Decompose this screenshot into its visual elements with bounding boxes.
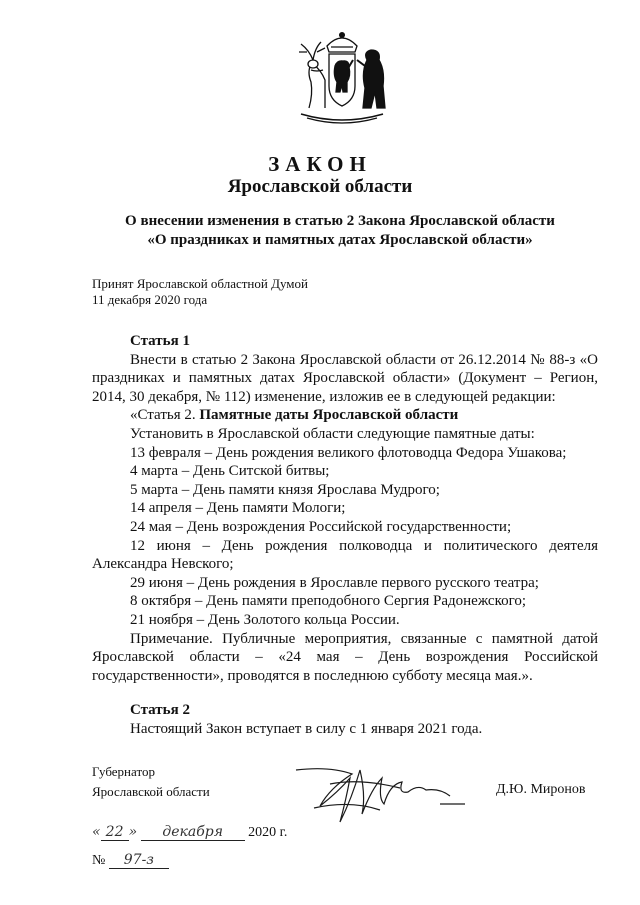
date-item: 21 ноября – День Золотого кольца России.: [130, 611, 400, 628]
law-body: [92, 332, 598, 738]
number-prefix: №: [92, 853, 106, 868]
date-item: 24 мая – День возрождения Российской государственности;: [130, 518, 512, 535]
date-item: 14 апреля – День памяти Мологи;: [130, 500, 346, 517]
position-line-1: Губернатор: [92, 764, 155, 779]
adoption-note: [92, 276, 308, 308]
article-2-heading: Статья 2: [130, 702, 190, 719]
signatory-position: [92, 762, 210, 802]
law-subject-heading: [60, 212, 620, 250]
signing-date: [92, 824, 287, 841]
date-item: 12 июня – День рождения полководца и политического деятеля Александра Невского;: [92, 537, 598, 573]
date-day: 22: [101, 824, 129, 841]
region-title: Ярославской области: [227, 176, 413, 197]
establish-text: Установить в Ярославской области следующие памятные даты:: [130, 425, 535, 442]
quote-prefix: «Статья 2.: [130, 407, 200, 424]
coat-of-arms-emblem: [291, 30, 393, 130]
law-number: [92, 852, 169, 869]
number-value: 97-з: [109, 852, 169, 869]
date-close-quote: »: [128, 824, 138, 840]
date-item: 13 февраля – День рождения великого флотоводца Федора Ушакова;: [130, 444, 567, 461]
date-item: 5 марта – День памяти князя Ярослава Мудрого;: [130, 481, 440, 498]
date-item: 29 июня – День рождения в Ярославле первого русского театра;: [130, 574, 539, 591]
date-year: 2020 г.: [248, 825, 288, 840]
governor-name: Д.Ю. Миронов: [496, 782, 586, 797]
article-1-intro: Внести в статью 2 Закона Ярославской области от 26.12.2014 № 88-з «О праздниках и памятных датах Ярославской области» (Документ – Регион, 2014, 30 декабря, № 112) изменение, изложив ее в следующей редакции:: [92, 351, 598, 405]
date-item: 8 октября – День памяти преподобного Сергия Радонежского;: [130, 593, 527, 610]
note-paragraph: Примечание. Публичные мероприятия, связанные с памятной датой Ярославской области – «24 мая – День возрождения Российской государственности», проводятся в последнюю субботу месяца мая.».: [92, 630, 598, 684]
date-open-quote: «: [92, 824, 101, 840]
adoption-date: 11 декабря 2020 года: [92, 292, 208, 307]
document-type-title: ЗАКОН: [268, 152, 372, 176]
article-2-quote-heading: [92, 406, 598, 425]
article-1-heading: Статья 1: [130, 333, 190, 349]
date-month: декабря: [141, 824, 245, 841]
law-subject-line-2: «О праздниках и памятных датах Ярославской области»: [147, 232, 533, 248]
date-item: 4 марта – День Ситской битвы;: [130, 463, 330, 480]
law-subject-line-1: О внесении изменения в статью 2 Закона Ярославской области: [125, 213, 555, 229]
handwritten-signature: [290, 748, 490, 830]
adoption-body: Принят Ярославской областной Думой: [92, 276, 308, 291]
article-2-text: Настоящий Закон вступает в силу с 1 января 2021 года.: [130, 720, 483, 737]
quote-title: Памятные даты Ярославской области: [199, 407, 459, 424]
position-line-2: Ярославской области: [92, 784, 210, 799]
